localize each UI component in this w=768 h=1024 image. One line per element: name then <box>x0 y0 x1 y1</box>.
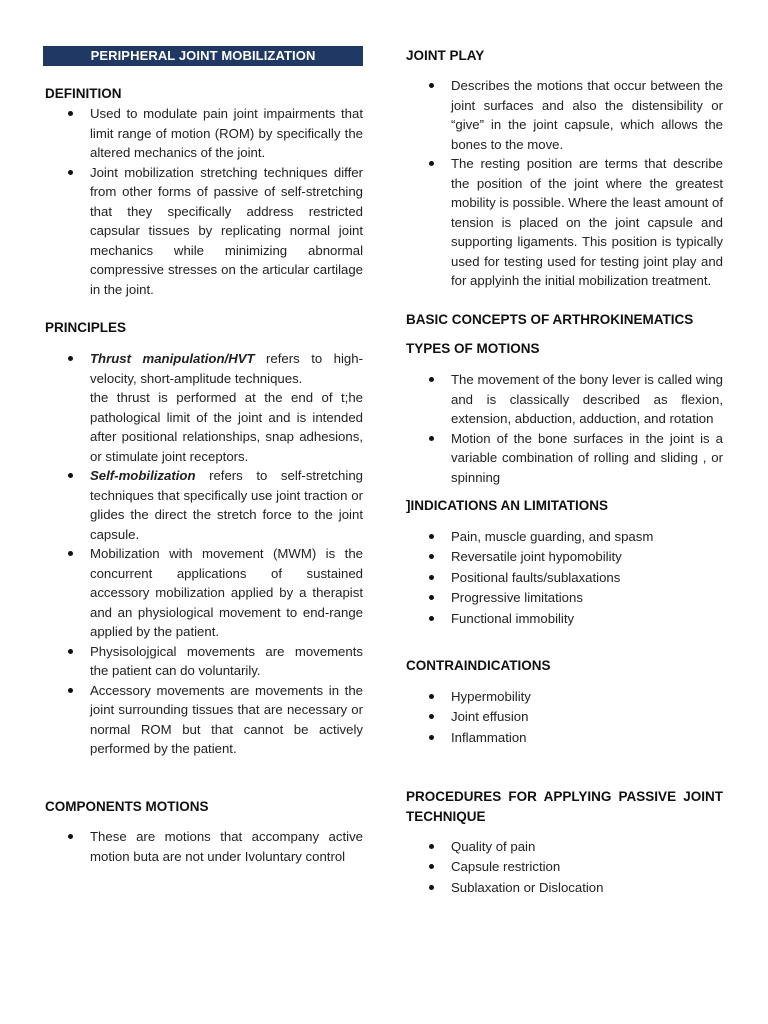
procedures-list <box>406 837 723 898</box>
list-item: Quality of pain <box>406 837 723 857</box>
self-mobilization-text: refers to self-stretching techniques that specifically use joint traction or glides the direct the stretch force to the joint capsule. <box>90 468 363 542</box>
thrust-text: refers to high-velocity, short-amplitude techniques. <box>90 351 363 386</box>
indications-list <box>406 527 723 629</box>
list-item: Progressive limitations <box>406 588 723 608</box>
definition-list <box>45 104 363 299</box>
types-of-motions-list <box>406 370 723 487</box>
list-item: These are motions that accompany active motion buta are not under Ivoluntary control <box>45 827 363 866</box>
contraindications-heading: CONTRAINDICATIONS <box>406 658 551 673</box>
list-item: Inflammation <box>406 728 723 748</box>
list-item: Accessory movements are movements in the joint surrounding tissues that are necessary or normal ROM but that cannot be actively performed by the patient. <box>45 681 363 759</box>
principles-heading: PRINCIPLES <box>45 320 127 335</box>
thrust-term: Thrust manipulation/HVT <box>90 351 255 366</box>
contraindications-list <box>406 687 723 748</box>
definition-heading: DEFINITION <box>45 86 122 101</box>
list-item: Describes the motions that occur between the joint surfaces and also the distensibility or “give” in the joint capsule, which allows the bones to the move. <box>406 76 723 154</box>
list-item: Positional faults/sublaxations <box>406 568 723 588</box>
title-banner: PERIPHERAL JOINT MOBILIZATION <box>43 46 363 66</box>
list-item: Capsule restriction <box>406 857 723 877</box>
thrust-continuation: the thrust is performed at the end of t;he pathological limit of the joint and is intended after positional relationships, snap adhesions, or stimulate joint receptors. <box>90 390 363 464</box>
self-mobilization-term: Self-mobilization <box>90 468 196 483</box>
types-of-motions-heading: TYPES OF MOTIONS <box>406 341 540 356</box>
joint-play-heading: JOINT PLAY <box>406 48 485 63</box>
list-item: Sublaxation or Dislocation <box>406 878 723 898</box>
list-item: Pain, muscle guarding, and spasm <box>406 527 723 547</box>
principles-list <box>45 349 363 759</box>
list-item <box>45 349 363 466</box>
list-item <box>45 466 363 544</box>
joint-play-list <box>406 76 723 291</box>
arthrokinematics-heading: BASIC CONCEPTS OF ARTHROKINEMATICS <box>406 312 694 327</box>
components-heading: COMPONENTS MOTIONS <box>45 799 209 814</box>
list-item: Reversatile joint hypomobility <box>406 547 723 567</box>
indications-heading: ]INDICATIONS AN LIMITATIONS <box>406 498 608 513</box>
list-item: Mobilization with movement (MWM) is the concurrent applications of sustained accessory mobilization applied by a therapist and an physiological movement to end-range applied by the patient. <box>45 544 363 642</box>
list-item: The resting position are terms that describe the position of the joint where the greatest mobility is possible. Where the least amount of tension is placed on the joint capsule and supporting ligaments. This position is typically used for testing used for testing joint play and for applyinh the initial mobilization treatment. <box>406 154 723 291</box>
list-item: Functional immobility <box>406 609 723 629</box>
list-item: Physisolojgical movements are movements the patient can do voluntarily. <box>45 642 363 681</box>
procedures-heading: PROCEDURES FOR APPLYING PASSIVE JOINT TECHNIQUE <box>406 789 723 824</box>
components-list <box>45 827 363 866</box>
list-item: Hypermobility <box>406 687 723 707</box>
list-item: Joint effusion <box>406 707 723 727</box>
list-item: Used to modulate pain joint impairments that limit range of motion (ROM) by specifically the altered mechanics of the joint. <box>45 104 363 163</box>
list-item: Motion of the bone surfaces in the joint is a variable combination of rolling and sliding , or spinning <box>406 429 723 488</box>
list-item: The movement of the bony lever is called wing and is classically described as flexion, extension, abduction, adduction, and rotation <box>406 370 723 429</box>
list-item: Joint mobilization stretching techniques differ from other forms of passive of self-stretching that they specifically address restricted capsular tissues by replicating normal joint mechanics while minimizing abnormal compressive stresses on the articular cartilage in the joint. <box>45 163 363 300</box>
